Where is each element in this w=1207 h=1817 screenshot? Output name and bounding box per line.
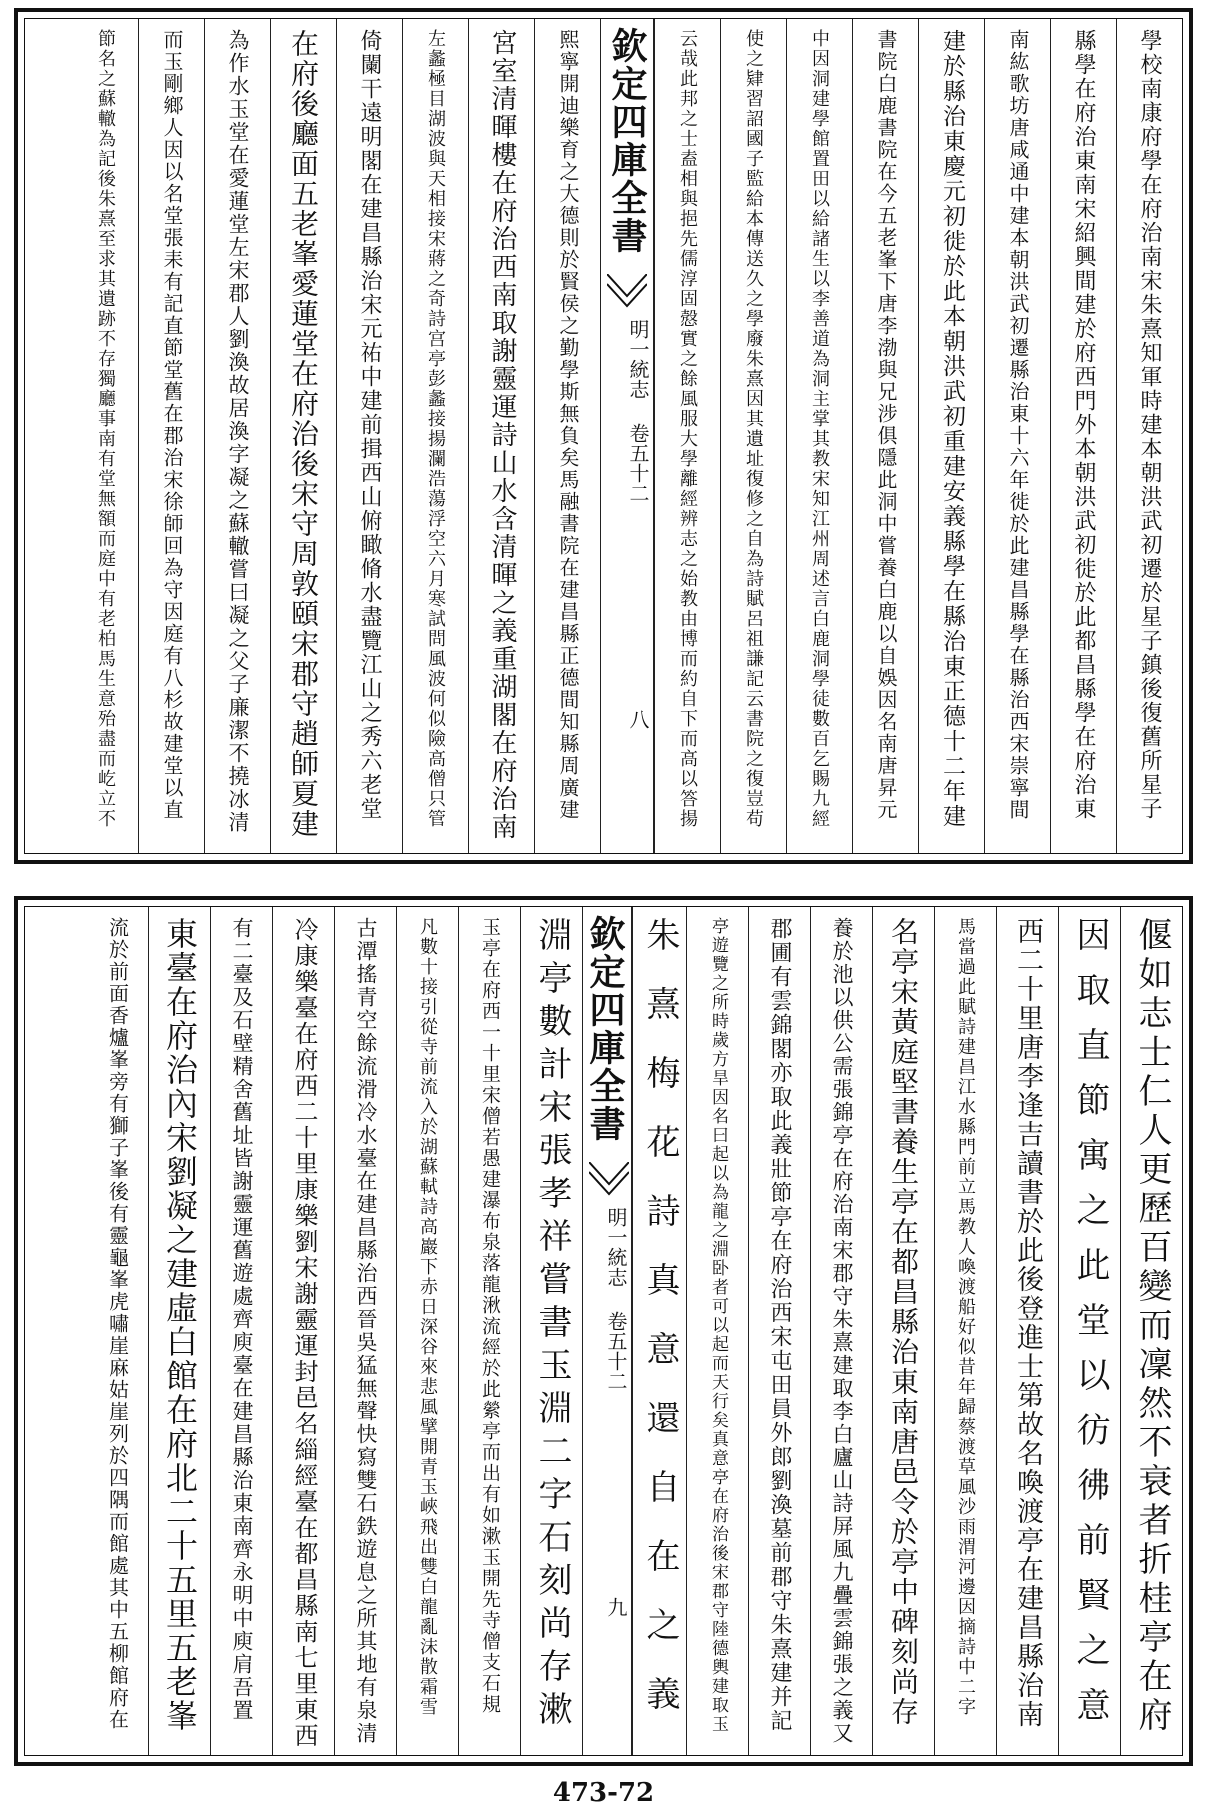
text-column: 東臺在府治內宋劉凝之建虛白館在府北二十五里五老峯 [148, 907, 210, 1755]
text-column: 建於縣治東慶元初徙於此本朝洪武初重建安義縣學在縣治東正德十二年建 [918, 19, 984, 853]
center-gutter [582, 907, 632, 1755]
book-title: 欽定四庫全書 [584, 915, 626, 1143]
text-column: 宮室清暉樓在府治西南取謝靈運詩山水含清暉之義重湖閣在府治南 [468, 19, 534, 853]
page-number: 八 [626, 709, 650, 729]
text-column: 古潭搖青空餘流滑冷水臺在建昌縣治西晉吳猛無聲快寫雙石鉄遊息之所其地有泉清 [334, 907, 396, 1755]
text-column: 有二臺及石壁精舍舊址皆謝靈運舊遊處齊庾臺在建昌縣治東南齊永明中庾肩吾置 [210, 907, 272, 1755]
text-column: 為作水玉堂在愛蓮堂左宋郡人劉渙故居渙字凝之蘇轍嘗曰凝之父子廉潔不撓冰清 [204, 19, 270, 853]
fish-tail-mark-icon [589, 1162, 629, 1196]
juan-label: 明一統志 卷五十二 [626, 319, 650, 503]
fish-tail-mark-icon [607, 274, 647, 308]
bottom-page-frame [24, 906, 1183, 1756]
bottom-page-panel [14, 896, 1193, 1766]
top-columns [25, 19, 1182, 853]
text-column: 淵亭數計宋張孝祥嘗書玉淵二字石刻尚存漱 [520, 907, 582, 1755]
text-column: 玉亭在府西一十里宋僧若愚建瀑布泉落龍湫流經於此縈亭而出有如漱玉開先寺僧支石規 [458, 907, 520, 1755]
text-column: 養於池以供公需張錦亭在府治南宋郡守朱熹建取李白廬山詩屏風九疊雲錦張之義又 [810, 907, 872, 1755]
text-column: 節名之蘇轍為記後朱熹至求其遺跡不存獨廳事南有堂無額而庭中有老柏馬生意殆盡而屹立不 [95, 29, 116, 829]
text-column: 因取直節寓之此堂以彷彿前賢之意 [1058, 907, 1120, 1755]
text-column: 云哉此邦之士盍相與挹先儒淳固慤實之餘風服大學離經辨志之始教由博而約自下而高以答揚 [654, 19, 720, 853]
text-column: 亭遊覽之所時歲方旱因名曰起以為龍之淵卧者可以起而天行矣真意亭在府治後宋郡守陸德輿建取玉 [686, 907, 748, 1755]
text-column: 西二十里唐李逢吉讀書於此後登進士第故名喚渡亭在建昌縣治南 [996, 907, 1058, 1755]
book-title: 欽定四庫全書 [606, 27, 648, 255]
text-column: 中因洞建學館置田以給諸生以李善道為洞主掌其教宋知江州周述言白鹿洞學徒數百乞賜九經 [786, 19, 852, 853]
page-number: 九 [604, 1597, 628, 1617]
text-column: 在府後廳面五老峯愛蓮堂在府治後宋守周敦頤宋郡守趙師夏建 [270, 19, 336, 853]
text-column: 縣學在府治東南宋紹興間建於府西門外本朝洪武初徙於此都昌縣學在府治東 [1050, 19, 1116, 853]
text-column: 倚闌干遠明閣在建昌縣治宋元祐中建前揖西山俯瞰脩水盡覽江山之秀六老堂 [336, 19, 402, 853]
center-gutter [600, 19, 654, 853]
text-column: 南紘歌坊唐咸通中建本朝洪武初遷縣治東十六年徙於此建昌縣學在縣治西宋崇寧間 [984, 19, 1050, 853]
top-page-panel [14, 8, 1193, 864]
top-page-frame [24, 18, 1183, 854]
text-column: 偃如志士仁人更歷百變而凜然不衰者折桂亭在府 [1120, 907, 1182, 1755]
text-column: 馬當過此賦詩建昌江水縣門前立馬教人喚渡船好似昔年歸蔡渡草風沙雨渭河邊因摘詩中二字 [934, 907, 996, 1755]
text-column: 書院白鹿書院在今五老峯下唐李渤與兄涉俱隱此洞中嘗養白鹿以自娛因名南唐昇元 [852, 19, 918, 853]
text-column: 流於前面香爐峯旁有獅子峯後有靈龜峯虎嘯崖麻姑崖列於四隅而館處其中五柳館府在 [105, 917, 130, 1731]
page-footer-number: 473-72 [552, 1778, 655, 1808]
juan-label: 明一統志 卷五十二 [604, 1207, 628, 1391]
text-column: 使之肄習詔國子監給本傳送久之學廢朱熹因其遺址復修之自為詩賦呂祖謙記云書院之復豈苟 [720, 19, 786, 853]
text-column: 熙寧開迪樂育之大德則於賢侯之勤學斯無負矣馬融書院在建昌縣正德間知縣周廣建 [534, 19, 600, 853]
text-column: 朱熹梅花詩真意還自在之義 [632, 907, 686, 1755]
text-column: 名亭宋黃庭堅書養生亭在都昌縣治東南唐邑令於亭中碑刻尚存 [872, 907, 934, 1755]
text-column: 左蠡極目湖波與天相接宋蔣之奇詩宫亭彭蠡接揚瀾浩蕩浮空六月寒試問風波何似險高僧只管 [402, 19, 468, 853]
bottom-columns [25, 907, 1182, 1755]
text-column: 郡圃有雲錦閣亦取此義壯節亭在府治西宋屯田員外郎劉渙墓前郡守朱熹建并記 [748, 907, 810, 1755]
text-column: 冷康樂臺在府西二十里康樂劉宋謝靈運封邑名緇經臺在都昌縣南七里東西 [272, 907, 334, 1755]
text-column: 凡數十接引從寺前流入於湖蘇軾詩高巖下赤日深谷來悲風擘開青玉峽飛出雙白龍亂沫散霜雪 [396, 907, 458, 1755]
text-column: 學校南康府學在府治南宋朱熹知軍時建本朝洪武初遷於星子鎮後復舊所星子 [1116, 19, 1182, 853]
text-column: 而玉剛鄉人因以名堂張耒有記直節堂舊在郡治宋徐師回為守因庭有八杉故建堂以直 [138, 19, 204, 853]
